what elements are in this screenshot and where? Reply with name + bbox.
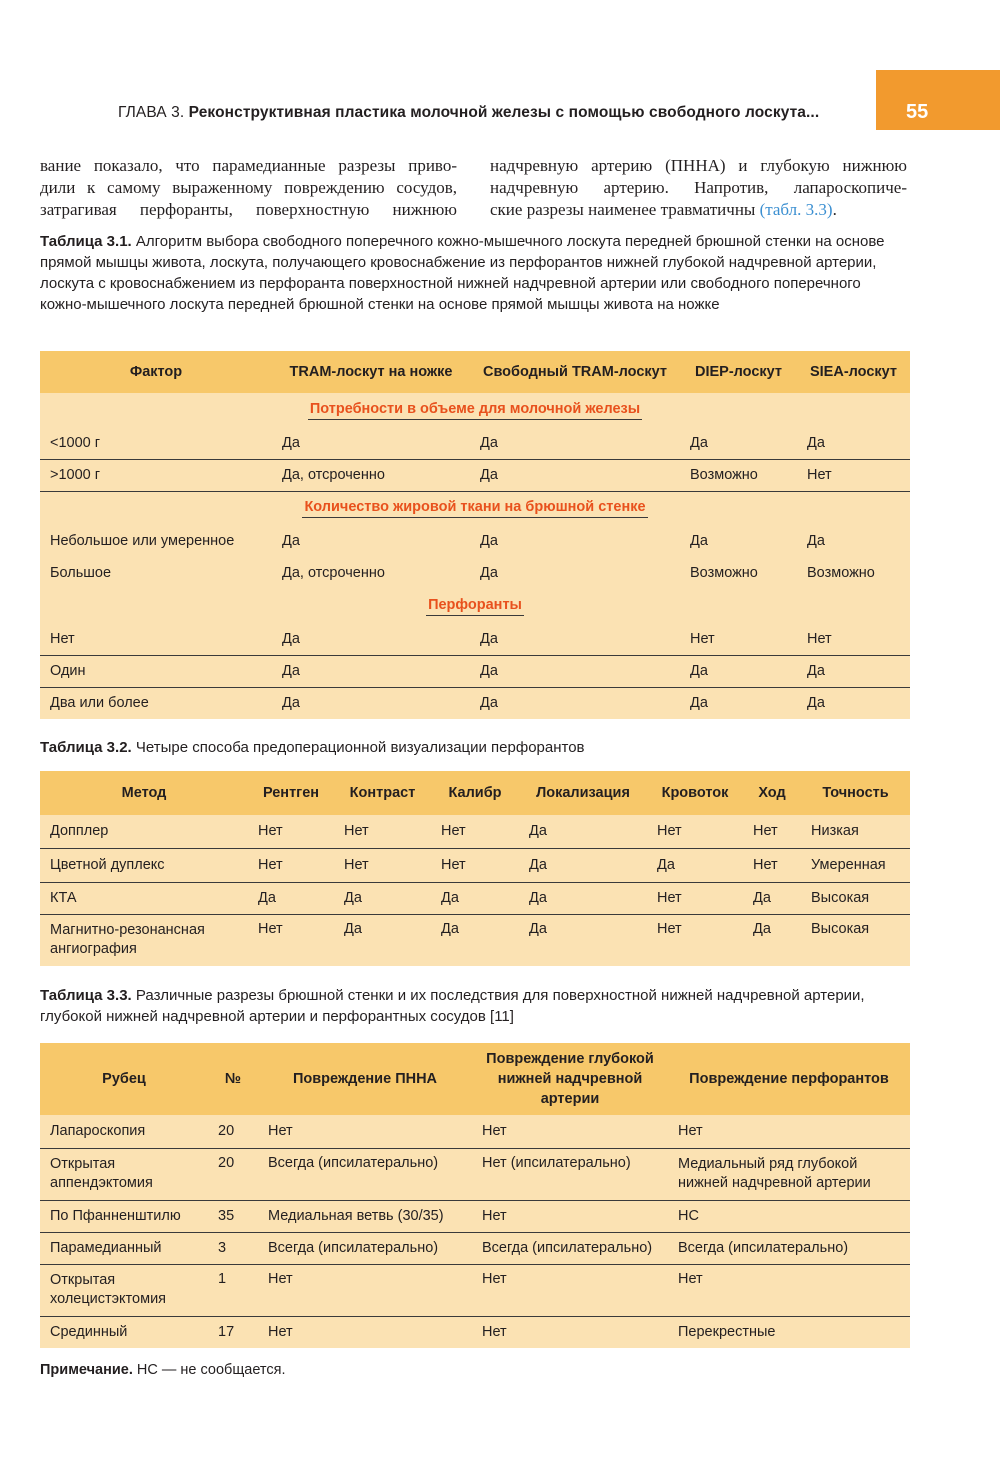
- section-row: [40, 491, 910, 525]
- table-cell: 3: [208, 1232, 258, 1264]
- section-row: [40, 589, 910, 623]
- table-row: [40, 655, 910, 687]
- table-cell: Нет: [753, 823, 778, 840]
- table-cell: Нет: [50, 630, 75, 647]
- table-cell: Магнитно-резонансная ангиография: [40, 914, 248, 966]
- table-cell: Нет: [472, 1316, 668, 1348]
- table-cell: Нет: [258, 823, 283, 840]
- column-header: Повреждение глубокой нижней надчревной артерии: [472, 1043, 668, 1115]
- column-header: Фактор: [40, 351, 272, 393]
- table-cell: Нет: [657, 823, 682, 840]
- table-cell: Допплер: [50, 823, 109, 840]
- body-line: надчревную артерию (ПННА) и глубокую нижнюю: [490, 156, 907, 175]
- table-cell: Да: [807, 533, 825, 549]
- column-header: Ход: [743, 771, 801, 815]
- table-cell: Срединный: [40, 1316, 208, 1348]
- table-cell: Открытая холецистэктомия: [40, 1264, 208, 1316]
- table-cell: Да: [470, 687, 680, 719]
- column-header: DIEP-лоскут: [680, 351, 797, 393]
- table-row: [40, 1115, 910, 1148]
- table-cell: Всегда (ипсилатерально): [258, 1148, 472, 1200]
- page-number: 55: [906, 101, 929, 123]
- table-cell: Да: [680, 687, 797, 719]
- table-cell: Да: [248, 882, 334, 914]
- table-cell: Да: [680, 655, 797, 687]
- table-cell: Да: [519, 882, 647, 914]
- table-header-row: [40, 771, 910, 815]
- table-cell: Да: [470, 655, 680, 687]
- table-header-row: [40, 351, 910, 393]
- table-cell: По Пфанненштилю: [40, 1200, 208, 1232]
- table-cell: Умеренная: [801, 848, 910, 882]
- table-cell: НС: [668, 1200, 910, 1232]
- section-title: Перфоранты: [426, 597, 524, 616]
- table-caption-3-1: [40, 231, 910, 315]
- body-line: надчревную артерию. Напротив, лапароскопиче-: [490, 178, 907, 197]
- table-cell: Да: [282, 533, 300, 549]
- table-cell: Возможно: [680, 459, 797, 491]
- table-cell: Нет: [248, 848, 334, 882]
- table-cell: Медиальная ветвь (30/35): [258, 1200, 472, 1232]
- table-cell: Нет: [482, 1123, 507, 1140]
- table-cell: Нет: [807, 630, 832, 647]
- table-cell: 35: [208, 1200, 258, 1232]
- table-cell: Низкая: [811, 823, 859, 840]
- table-cell: Да: [807, 434, 825, 451]
- table-cell: Нет: [431, 848, 519, 882]
- table-row: [40, 557, 910, 589]
- body-text-column-1: [40, 155, 457, 221]
- table-header-row: [40, 1043, 910, 1115]
- table-cell: Нет: [678, 1123, 703, 1140]
- table-cell: Да: [743, 882, 801, 914]
- body-line: [490, 199, 907, 221]
- section-row: [40, 393, 910, 427]
- column-header: Контраст: [334, 771, 431, 815]
- table-cell: Нет: [344, 823, 369, 840]
- chapter-label: ГЛАВА 3.: [118, 104, 185, 121]
- table-row: [40, 623, 910, 655]
- table-cell: Да: [480, 630, 498, 647]
- table-3-3: [40, 1043, 910, 1348]
- column-header: Рубец: [40, 1043, 208, 1115]
- table-cell: Нет: [472, 1264, 668, 1316]
- table-cell: Нет: [441, 823, 466, 840]
- body-line: дили к самому выраженному повреждению сосудов,: [40, 178, 457, 197]
- table-cell: Открытая аппендэктомия: [40, 1148, 208, 1200]
- chapter-title: Реконструктивная пластика молочной железы с помощью свободного лоскута...: [188, 104, 820, 121]
- table-label: Таблица 3.2.: [40, 739, 132, 756]
- table-cell: Нет: [248, 914, 334, 966]
- table-cell: Нет: [334, 848, 431, 882]
- table-row: [40, 1148, 910, 1200]
- column-header: Повреждение ПННА: [258, 1043, 472, 1115]
- table-cell: Нет: [668, 1264, 910, 1316]
- table-cell: Да: [470, 459, 680, 491]
- table-row: [40, 459, 910, 491]
- column-header: Калибр: [431, 771, 519, 815]
- table-cell: Да: [690, 533, 708, 549]
- table-row: [40, 848, 910, 882]
- table-cell: 1: [208, 1264, 258, 1316]
- table-cell: Один: [40, 655, 272, 687]
- running-header: [118, 104, 819, 122]
- table-caption-text: Различные разрезы брюшной стенки и их последствия для поверхностной нижней надчревной артерии, глубокой нижней надчревной артерии и перфорантных сосудов [11]: [40, 987, 865, 1025]
- table-cell: 17: [208, 1316, 258, 1348]
- table-cell: Высокая: [801, 882, 910, 914]
- table-cell: Нет: [743, 848, 801, 882]
- table-row: [40, 1200, 910, 1232]
- table-cell: Лапароскопия: [50, 1123, 146, 1140]
- table-cell: Нет: [797, 459, 910, 491]
- column-header: Рентген: [248, 771, 334, 815]
- table-cell: Парамедианный: [40, 1232, 208, 1264]
- table-row: [40, 882, 910, 914]
- table-cell: Да: [480, 565, 498, 581]
- body-text-column-2: [490, 155, 907, 221]
- table-note: [40, 1362, 286, 1378]
- table-cell: Да: [431, 914, 519, 966]
- table-cell: Нет: [647, 882, 743, 914]
- page-number-box: [876, 70, 1000, 130]
- table-row: [40, 1316, 910, 1348]
- table-cell: Возможно: [807, 565, 875, 581]
- table-cell: Да: [282, 434, 300, 451]
- table-caption-3-3: [40, 985, 910, 1027]
- table-cell: 20: [218, 1123, 235, 1140]
- table-cell: Да: [690, 434, 708, 451]
- table-cell: Большое: [50, 565, 112, 581]
- table-cell: Нет: [647, 914, 743, 966]
- column-header: Повреждение перфорантов: [668, 1043, 910, 1115]
- table-cell: Нет (ипсилатерально): [472, 1148, 668, 1200]
- table-cell: Да: [519, 848, 647, 882]
- column-header: Кровоток: [647, 771, 743, 815]
- table-row: [40, 427, 910, 459]
- table-cell: 20: [208, 1148, 258, 1200]
- table-label: Таблица 3.1.: [40, 233, 132, 250]
- table-cell: <1000 г: [50, 434, 101, 451]
- table-caption-text: Четыре способа предоперационной визуализации перфорантов: [135, 739, 585, 756]
- column-header: Точность: [801, 771, 910, 815]
- table-cell: Да: [797, 655, 910, 687]
- table-cell: Высокая: [801, 914, 910, 966]
- table-3-1: [40, 351, 910, 719]
- table-cell: Небольшое или умеренное: [50, 533, 235, 549]
- column-header: SIEA-лоскут: [797, 351, 910, 393]
- column-header: Свободный TRAM-лоскут: [470, 351, 680, 393]
- table-cell: Да: [334, 882, 431, 914]
- table-cell: Всегда (ипсилатерально): [472, 1232, 668, 1264]
- table-cell: Да: [480, 533, 498, 549]
- table-cell: >1000 г: [40, 459, 272, 491]
- table-cell: Цветной дуплекс: [40, 848, 248, 882]
- table-cell: Да: [431, 882, 519, 914]
- table-cell: Нет: [472, 1200, 668, 1232]
- body-line-text: ские разрезы наименее травматичны: [490, 200, 756, 219]
- table-row: [40, 1232, 910, 1264]
- table-cell: Да: [519, 914, 647, 966]
- table-cell: Да, отсроченно: [272, 459, 470, 491]
- table-cell: Да: [797, 687, 910, 719]
- table-cell: Да: [282, 630, 300, 647]
- table-row: [40, 914, 910, 966]
- table-caption-3-2: [40, 737, 910, 758]
- table-3-2: [40, 771, 910, 966]
- body-line-end: .: [832, 200, 837, 219]
- table-label: Таблица 3.3.: [40, 987, 132, 1004]
- column-header: №: [208, 1043, 258, 1115]
- table-caption-text: Алгоритм выбора свободного поперечного кожно-мышечного лоскута передней брюшной стенки на основе прямой мышцы живота, лоскута, получающего кровоснабжение из перфорантов нижней глубокой надчревной артерии, лоскута с кровоснабжением из перфоранта поверхностной нижней надчревной артерии или свободного поперечного кожно-мышечного лоскута передней брюшной стенки на основе прямой мышцы живота на ножке: [40, 233, 885, 313]
- table-cell: Нет: [690, 630, 715, 647]
- table-cell: Да: [529, 823, 547, 840]
- table-row: [40, 815, 910, 848]
- note-text: НС — не сообщается.: [136, 1362, 286, 1378]
- column-header: Метод: [40, 771, 248, 815]
- column-header: Локализация: [519, 771, 647, 815]
- table-cell: Нет: [258, 1264, 472, 1316]
- table-cell: КТА: [40, 882, 248, 914]
- note-label: Примечание.: [40, 1362, 133, 1378]
- table-row: [40, 1264, 910, 1316]
- table-cell: Да: [743, 914, 801, 966]
- table-cell: Нет: [268, 1123, 293, 1140]
- table-cell: Медиальный ряд глубокой нижней надчревной артерии: [668, 1148, 910, 1200]
- table-cell: Да: [272, 687, 470, 719]
- section-title: Потребности в объеме для молочной железы: [308, 401, 642, 420]
- table-row: [40, 525, 910, 557]
- body-line: вание показало, что парамедианные разрезы приво-: [40, 156, 457, 175]
- body-line: затрагивая перфоранты, поверхностную нижнюю: [40, 200, 457, 219]
- table-row: [40, 687, 910, 719]
- table-cell: Да: [272, 655, 470, 687]
- column-header: TRAM-лоскут на ножке: [272, 351, 470, 393]
- table-cell: Нет: [258, 1316, 472, 1348]
- table-cell: Да: [647, 848, 743, 882]
- section-title: Количество жировой ткани на брюшной стенке: [302, 499, 647, 518]
- table-cell: Два или более: [40, 687, 272, 719]
- table-cell: Всегда (ипсилатерально): [668, 1232, 910, 1264]
- table-cell: Да: [480, 434, 498, 451]
- table-cell: Да: [334, 914, 431, 966]
- table-cell: Да, отсроченно: [282, 565, 385, 581]
- table-cell: Перекрестные: [668, 1316, 910, 1348]
- table-cell: Возможно: [690, 565, 758, 581]
- table-reference-link[interactable]: (табл. 3.3): [759, 200, 833, 219]
- table-cell: Всегда (ипсилатерально): [258, 1232, 472, 1264]
